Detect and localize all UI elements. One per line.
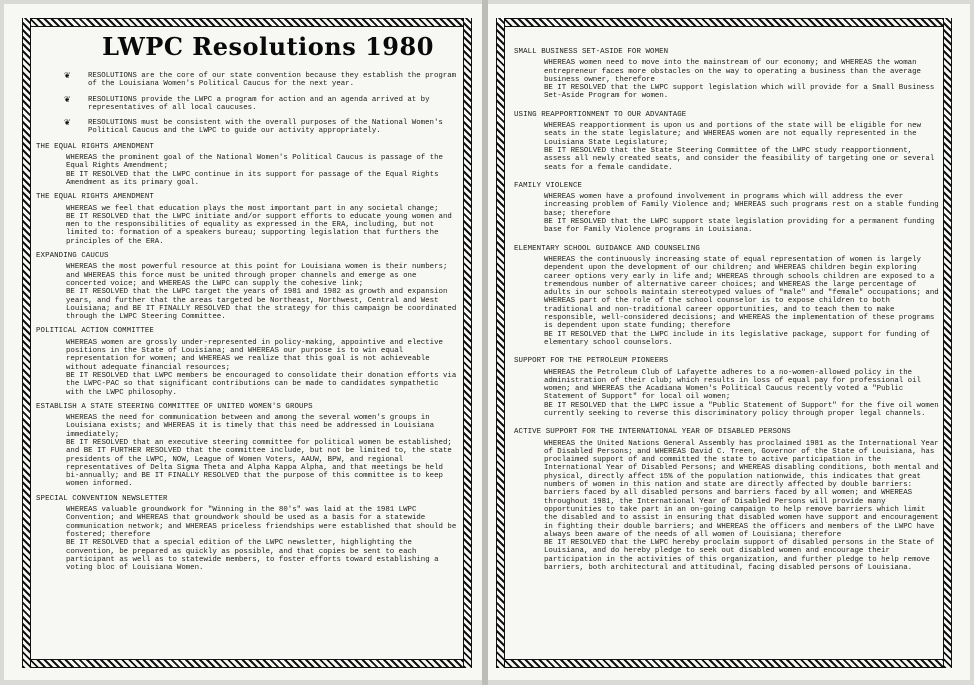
- whereas-text: WHEREAS women are grossly under-represented in policy-making, appointive and elective positions in the State of Louisiana; and WHEREAS our purpose is to win equal representation for women; and WHEREAS we realize that this goal is not achieveable without adequate financial resources;: [66, 338, 443, 372]
- left-content: [36, 34, 460, 658]
- intro-list: [64, 72, 460, 136]
- resolution-section: [36, 327, 460, 396]
- right-content: [514, 42, 942, 658]
- section-title: EXPANDING CAUCUS: [36, 252, 109, 261]
- whereas-text: WHEREAS women have a profound involvement in programs which will address the ever increasing problem of Family Violence and; WHEREAS such programs rest on a stable funding base; therefore: [544, 193, 939, 218]
- section-title: SPECIAL CONVENTION NEWSLETTER: [36, 494, 168, 503]
- whereas-text: WHEREAS the prominent goal of the National Women's Political Caucus is passage of the Equal Rights Amendment;: [66, 154, 443, 171]
- resolved-text: BE IT RESOLVED that the LWPC include in its legislative package, support for funding of elementary school counselors.: [544, 330, 930, 347]
- swirl-bullet-icon: ❦: [64, 94, 71, 106]
- swirl-bullet-icon: ❦: [64, 118, 71, 130]
- whereas-text: WHEREAS the most powerful resource at this point for Louisiana women is their numbers; and WHEREAS this force must be united through proper channels and emerge as one concerted voice; and WHEREAS the LWPC can supply the cohesive link;: [66, 263, 448, 288]
- resolution-section: [36, 193, 460, 246]
- resolution-section: [514, 182, 942, 235]
- resolved-text: BE IT RESOLVED that the LWPC support state legislation providing for a permanent funding base for Family Violence programs in Louisiana.: [544, 218, 935, 235]
- section-title: ACTIVE SUPPORT FOR THE INTERNATIONAL YEAR OF DISABLED PERSONS: [514, 428, 791, 437]
- section-title: SMALL BUSINESS SET-ASIDE FOR WOMEN: [514, 48, 669, 56]
- whereas-text: WHEREAS valuable groundwork for "Winning in the 80's" was laid at the 1981 LWPC Convention; and WHEREAS that groundwork should be used as a basis for a statewide communication network; and WHEREAS priceless friendships were established that should be fostered; therefore: [66, 506, 457, 539]
- section-title: THE EQUAL RIGHTS AMENDMENT: [36, 193, 154, 202]
- resolved-text: BE IT RESOLVED that the LWPC issue a "Public Statement of Support" for the five oil women currently seeking to reverse this discriminatory policy through proper legal channels.: [544, 401, 939, 418]
- intro-item: ❦ RESOLUTIONS provide the LWPC a program for action and an agenda arrived at by representatives of all local caucuses.: [64, 94, 430, 112]
- resolved-text: BE IT RESOLVED that the LWPC hereby proclaim support of disabled persons in the State of Louisiana, and do hereby pledge to seek out disabled women and encourage their participation in the activities of this organization, and further pledge to help remove barriers, both architectural and attitudinal, facing disabled persons of Louisiana.: [544, 539, 935, 573]
- resolved-text: BE IT RESOLVED that an executive steering committee for political women be established; and BE IT FURTHER RESOLVED that the committee include, but not be limited to, the state presidents of the LWPC, NOW, League of Women Voters, AAUW, BPW, and regional representatives of Delta Sigma Theta and Alpha Kappa Alpha, and that meetings be held bi-annually; and BE IT FINALLY RESOLVED that the purpose of this committee is to keep women informed.: [66, 438, 452, 489]
- resolved-text: BE IT RESOLVED that LWPC members be encouraged to consolidate their donation efforts via the LWPC-PAC so that significant contributions can be made to candidates sympathetic with the LWPC philosophy.: [66, 371, 457, 397]
- resolved-text: BE IT RESOLVED that a special edition of the LWPC newsletter, highlighting the convention, be prepared as quickly as possible, and that copies be sent to each participant as well as to statewide members, to foster efforts toward establishing a voting bloc of Louisiana Women.: [66, 539, 439, 573]
- swirl-bullet-icon: ❦: [64, 71, 71, 82]
- resolved-text: BE IT RESOLVED that the LWPC target the years of 1981 and 1982 as growth and expansion years, and further that the areas targeted be Northeast, Northwest, Central and West Louisiana; and BE IT FINALLY RESOLVED that the strategy for this campaign be coordinated through the LWPC Steering Committee.: [66, 288, 457, 322]
- resolution-section: [36, 143, 460, 187]
- resolution-section: [36, 403, 460, 489]
- section-title: USING REAPPORTIONMENT TO OUR ADVANTAGE: [514, 110, 687, 119]
- section-title: THE EQUAL RIGHTS AMENDMENT: [36, 142, 154, 151]
- right-page: [488, 4, 970, 680]
- page-title: LWPC Resolutions 1980: [102, 32, 434, 61]
- resolved-text: BE IT RESOLVED that the LWPC initiate and/or support efforts to educate young women and men to the responsibilities of equality as expressed in the ERA, including, but not limited to: formation of a speakers bureau; supporting legislation that furthers the principles of the ERA.: [66, 212, 452, 246]
- resolution-section: [36, 495, 460, 573]
- whereas-text: WHEREAS the need for communication between and among the several women's groups in Louisiana exists; and WHEREAS it is timely that this need be addressed in Louisiana immediately;: [66, 414, 435, 439]
- resolved-text: BE IT RESOLVED that the LWPC support legislation which will provide for a Small Business Set-Aside Program for women.: [544, 84, 935, 101]
- resolved-text: BE IT RESOLVED that the LWPC continue in its support for passage of the Equal Rights Amendment as its primary goal.: [66, 170, 439, 187]
- section-title: ESTABLISH A STATE STEERING COMMITTEE OF UNITED WOMEN'S GROUPS: [36, 402, 313, 411]
- intro-item: ❦ RESOLUTIONS must be consistent with the overall purposes of the National Women's Political Caucus and the LWPC to guide our activity appropriately.: [64, 118, 443, 136]
- intro-item: ❦ RESOLUTIONS are the core of our state convention because they establish the program of the Louisiana Women's Political Caucus for the next year.: [64, 71, 457, 89]
- section-title: ELEMENTARY SCHOOL GUIDANCE AND COUNSELING: [514, 244, 700, 253]
- whereas-text: WHEREAS the continuously increasing state of equal representation of women is largely dependent upon the development of our children; and WHEREAS children begin exploring career options very early in life and; WHEREAS through schools children are exposed to a tremendous number of alternative career choices; and WHEREAS the large percentage of adults in our schools maintain stereotyped values of "male" and "female" occupations; and WHEREAS part of the role of the school counselor is to expose children to both traditional and non-traditional career opportunities, and to teach them to make responsible, well-considered decisions; and WHEREAS the implementation of these programs is dependent upon state funding; therefore: [544, 255, 939, 331]
- whereas-text: WHEREAS women need to move into the mainstream of our economy; and WHEREAS the woman entrepreneur faces more obstacles on the way to operating a business than the average business owner, therefore: [544, 59, 921, 84]
- left-page: [4, 4, 482, 680]
- resolved-text: BE IT RESOLVED that the State Steering Committee of the LWPC study reapportionment, assess all newly created seats, and consider the feasibility of targeting one or several seats for a female candidate.: [544, 146, 935, 172]
- whereas-text: WHEREAS we feel that education plays the most important part in any societal change;: [66, 204, 439, 213]
- whereas-text: WHEREAS the United Nations General Assembly has proclaimed 1981 as the International Year of Disabled Persons; and WHEREAS David C. Treen, Governor of the State of Louisiana, has proclaimed support of and committed the state to active participation in the International Year of Disabled Persons; and WHEREAS disabling conditions, both mental and physical, directly affect 15% of the population nationwide, this indicates that great numbers of women in this nation and state are directly affected by double barriers: barriers faced by all disabled persons and barriers faced by all women; and WHEREAS throughout 1981, the International Year of Disabled Persons will provide many opportunities to take part in an on-going campaign to help remove barriers which limit the disabled and to assist in ensuring that disabled women have support and encouragement in fighting their double barriers; and WHEREAS the officers and members of the LWPC have always been aware of the needs of all women of Louisiana; therefore: [544, 439, 939, 539]
- section-title: SUPPORT FOR THE PETROLEUM PIONEERS: [514, 357, 669, 366]
- resolution-section: [514, 245, 942, 348]
- section-title: POLITICAL ACTION COMMITTEE: [36, 327, 154, 336]
- resolution-section: [36, 252, 460, 321]
- resolution-section: [514, 357, 942, 418]
- whereas-text: WHEREAS reapportionment is upon us and portions of the state will be eligible for new seats in the state legislature; and WHEREAS women are not equally represented in the Louisiana State Legislature;: [544, 122, 921, 147]
- resolution-section: [514, 428, 942, 572]
- section-title: FAMILY VIOLENCE: [514, 181, 583, 190]
- resolution-section: [514, 111, 942, 172]
- whereas-text: WHEREAS the Petroleum Club of Lafayette adheres to a no-women-allowed policy in the administration of their club; which results in loss of equal pay for professional oil women; and WHEREAS the Acadiana Women's Political Caucus recently voted a "Public Statement of Support" for local oil women;: [544, 368, 921, 402]
- resolution-section: [514, 48, 942, 101]
